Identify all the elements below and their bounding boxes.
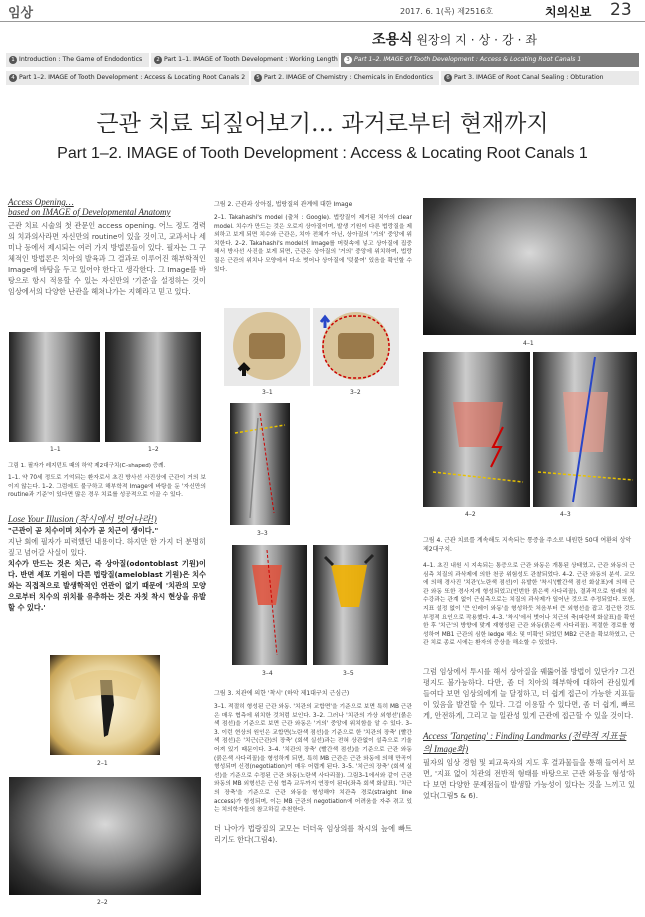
pulp-shape xyxy=(50,655,160,755)
column-1 xyxy=(8,197,206,297)
series-tab-1[interactable]: 1 Introduction : The Game of Endodontics xyxy=(5,52,150,68)
figure-4-caption: 그림 4. 근관 치료를 계속해도 지속되는 통증을 주소로 내원한 50대 여환의 상악 제2대구치. xyxy=(423,537,632,553)
series-nav-row-2 xyxy=(5,70,640,86)
clinical-photo-3-2 xyxy=(313,308,399,386)
figure-label-1-1: 1–1 xyxy=(50,446,61,453)
figure-2-caption: 그림 2. 근관과 상아질, 법랑질의 관계에 대한 Image xyxy=(214,201,353,208)
clinical-photo-3-1 xyxy=(224,308,310,386)
page-header xyxy=(0,0,645,22)
figure-3-notes: 3–1. 적절히 형성된 근관 와동. '치관의 교합면'을 기준으로 보면 특히 MB 근관은 매우 협측에 위치한 것처럼 보인다. 3–2. 그러나 '치관의 가상 외형선'(붉은색 점선)을 기준으로 보면 근관 와동은 '거의' 중앙에 위치함을 알 수 있다. 3–3. 이런 현상의 원인은 교합면(노란색 점선)을 기준으로 한 '치관의 장축' (빨간색 점선)은 '치근(근관)의 장축' (회색 실선)과는 전혀 상관없이 설측으로 기울어져 있기 때문이다. 3–4. '치관의 장축' (빨간색 점선)을 기준으로 근관 와동(붉은색 사다리꼴)을 형성하게 되면, 특히 MB 근관은 근관 와동에 의해 만곡이 형성되며 신경(negotiation)이 매우 어렵게 된다. 3–5. '치근의 장축' (회색 실선)을 기준으로 수정된 근관 와동(노란색 사다리꼴). 그림3–1에서와 같이 근관 와동의 MB 외형선은 근심 협측 교두까지 연장이 된다(좌측 회색 화살표). '치근의 장축'을 기준으로 근관 와동을 형성해야 치관측 경로(straight line access)가 형성되며, 이는 MB 근관의 negotiation에 어려움을 자주 겪고 있는 치의학자들의 참고하길 추천한다. xyxy=(214,704,412,814)
figure-4-notes: 4–1. 초진 내원 시 지속되는 통증으로 근관 와동은 개통된 상태였고, 근관 와동의 근심측 치질의 과삭제에 의한 천공 위험성도 관찰되었다. 4–2. 근관 와동의 분석. 교모에 의해 경사진 '치관'(노란색 점선)이 유발한 '착시'(빨간색 점선 화살표)에 의해 근관 와동 또한 경사지게 형성되었고(빈번한 붉은색 사다리꼴), 결과적으로 원래의 치수강과는 관계 없이 근심측으로는 치질의 과삭제가 일어난 것으로 추정되었다. 또한, 지표 설정 없이 '큰 인레이 와동'을 형성하듯 처음부터 큰 외형선을 잡고 접근한 것도 부정적 요인으로 작용했다. 4–3. '착시'에서 벗어나 치근의 축(파란색 화살표)을 확인한 후 '치근'의 방향에 맞게 재형성된 근관 와동(붉은색 사다리꼴). 적절한 경로를 형성하여 MB1 근관의 심한 ledge 해소 및 미확인 되었던 MB2 근관을 확보하였고, 근관 치료 종료 시에는 환자의 증상을 해소할 수 있었다. xyxy=(423,563,635,647)
series-tab-3-current[interactable]: 3 Part 1–2. IMAGE of Tooth Development : Access & Locating Root Canals 1 xyxy=(340,52,640,68)
section-subheading-access: based on IMAGE of Developmental Anatomy xyxy=(8,207,171,217)
section-heading-targeting: Access 'Targeting' : Finding Landmarks (전략적 지표들의 Image화) xyxy=(423,730,627,754)
xray-image-2-2 xyxy=(9,777,201,895)
column-2-top xyxy=(214,199,412,274)
figure-label-3-4: 3–4 xyxy=(262,670,273,677)
xray-image-3-3 xyxy=(230,403,290,525)
section-heading-illusion: Lose Your Illusion (착시에서 벗어나라!) xyxy=(8,513,157,524)
figure-label-3-5: 3–5 xyxy=(343,670,354,677)
series-tab-2[interactable]: 2 Part 1–1. IMAGE of Tooth Development : Working Length xyxy=(150,52,340,68)
series-nav-row-1 xyxy=(5,52,640,68)
figure-label-1-2: 1–2 xyxy=(148,446,159,453)
figure-label-4-1: 4–1 xyxy=(523,340,534,347)
article-title: 근관 치료 되짚어보기… 과거로부터 현재까지 xyxy=(96,111,549,137)
figure-label-3-1: 3–1 xyxy=(262,389,273,396)
newspaper-brand: 치의신보 xyxy=(545,5,592,19)
paragraph-targeting: 필자의 임상 경험 및 피교육자의 지도 후 결과물들을 통해 들여서 보면, '지표 없이 치관의 전반적 형태를 바탕으로 근관 와동을 형성'하다 보면 다양한 문제점들이 발생할 가능성이 있다는 것을 느끼고 있었다(그림5 & 6). xyxy=(423,757,635,800)
quote: "근관이 곧 치수이며 치수가 곧 치근이 생이다." xyxy=(8,525,159,535)
figure-label-3-3: 3–3 xyxy=(257,530,268,537)
series-tab-6[interactable]: 6 Part 3. IMAGE of Root Canal Sealing : Obturation xyxy=(440,70,640,86)
paragraph-recap: 지난 회에 필자가 피력했던 내용이다. 하지만 한 가지 더 분명히 짚고 넘어갈 사실이 있다. xyxy=(8,536,206,557)
author-name: 조용식 xyxy=(372,32,413,48)
figure-label-2-1: 2–1 xyxy=(97,760,108,767)
xray-image-4-2 xyxy=(423,352,530,507)
column-3-text xyxy=(423,536,635,801)
series-name: 지·상·강·좌 xyxy=(455,33,541,47)
xray-image-3-4 xyxy=(232,545,307,665)
xray-image-1-2 xyxy=(105,332,201,442)
issue-date: 2017. 6. 1(목) 제2516호 xyxy=(400,7,494,16)
series-tab-5[interactable]: 5 Part 2. IMAGE of Chemistry : Chemicals in Endodontics xyxy=(250,70,440,86)
xray-image-4-1 xyxy=(423,198,636,335)
column-2-bottom xyxy=(214,688,412,845)
page-number: 23 xyxy=(610,0,632,20)
paragraph-enamel-wear: 더 나아가 법랑질의 교모는 더더욱 임상의를 착시의 늪에 빠트리기도 한다(그림4). xyxy=(214,823,412,844)
series-tab-4[interactable]: 4 Part 1–2. IMAGE of Tooth Development : Access & Locating Root Canals 2 xyxy=(5,70,250,86)
figure-1-caption-block xyxy=(8,461,206,613)
figure-1-caption: 그림 1. 필자가 레지던트 때의 하악 제2대구치(C–shaped) 증례. xyxy=(8,463,166,469)
author-suffix: 원장의 xyxy=(412,33,452,47)
article-subtitle: Part 1–2. IMAGE of Tooth Development : Access & Locating Root Canals 1 xyxy=(57,145,588,162)
xray-image-1-1 xyxy=(9,332,100,442)
paragraph-intro: 근관 치료 시술의 첫 관문인 access opening. 어느 정도 경력의 치과의사라면 자신만의 routine이 있을 것이고, 교과서나 세미나 등에서 제시되는 여러 가지 방법론들이 있다. 필자는 그 구체적인 방법론은 치아의 발육과 그 결과로 이루어진 해부학적인 Image에 바탕을 두고 있어야 한다고 생각한다. 그 Image를 바탕으로 항시 적용할 수 있는 자신만의 '기준'을 설정하는 것이 임상에서의 다양한 난관을 헤쳐나가는 지혜라고 믿고 있다. xyxy=(8,221,206,296)
figure-3-caption: 그림 3. 치관에 의한 '착시' (하악 제1대구치 근심근) xyxy=(214,690,350,697)
figure-label-2-2: 2–2 xyxy=(97,899,108,906)
section-label: 임상 xyxy=(8,6,34,21)
section-heading-access: Access Opening… xyxy=(8,197,74,207)
xray-image-4-3 xyxy=(533,352,637,507)
byline xyxy=(372,29,541,49)
paragraph-illusion: 치수가 만드는 것은 치근, 즉 상아질(odontoblast 기원)이다. 반면 세포 기원이 다른 법랑질(ameloblast 기원)은 치수와는 직접적으로 발생학적인 연관이 없기 때문에 '치관의 모양으로부터 치수의 위치를 유추하는 것은 자칫 착시 현상을 유발할 수 있다.' xyxy=(8,558,206,612)
figure-1-notes: 1–1. 약 70세 정도로 기억되는 환자로서 초진 방사선 사진상에 근관이 거의 보이지 않는다. 1–2. 그럼에도 불구하고 해부학적 Image에 바탕을 둔 '자신만의 routine과 기준'이 있다면 많은 경우 치료를 성공적으로 이끌 수 있다. xyxy=(8,475,206,499)
paragraph-landmarks: 그럼 임상에서 투시를 해서 상아질을 꿰뚫어볼 방법이 있단가? 그건 평지도 불가능하다. 다만, 좀 더 치아의 해부학에 대하여 관심있게 들여다 보면 임상의에게 늘 달정하고, 더 쉽게 접근이 가능한 지표들이 있음을 발견할 수 있다. 그걸 이용할 수 있다면, 좀 더 쉽게, 빠르게, 안전하게, 그리고 늘 일관성 있게 근관에 접근할 수 있을 것이다. xyxy=(423,666,635,720)
tooth-clear-model-image xyxy=(50,655,160,755)
figure-label-4-2: 4–2 xyxy=(465,511,476,518)
figure-label-4-3: 4–3 xyxy=(560,511,571,518)
figure-2-notes: 2–1. Takahashi's model (출처 : Google). 법랑질이 제거된 치아의 clear model. 치수가 만드는 것은 오로지 상아질이며, 발생 기원이 다른 법랑질을 제외하고 보게 되면 치수와 근관은, 치아 전체가 아닌, 상아질의 '거의' 중앙에 위치한다. 2–2. Takahashi's model의 Image를 머릿속에 넣고 상아질에 집중해서 방사선 사진을 보게 되면, 근관은 상아질의 '거의' 중앙에 위치하며, 법랑질은 근관의 위치나 모양에서 다소 벗어나 상아질에 '덧붙여' 있음을 확인할 수 있다. xyxy=(214,215,412,273)
figure-label-3-2: 3–2 xyxy=(350,389,361,396)
xray-image-3-5 xyxy=(313,545,388,665)
